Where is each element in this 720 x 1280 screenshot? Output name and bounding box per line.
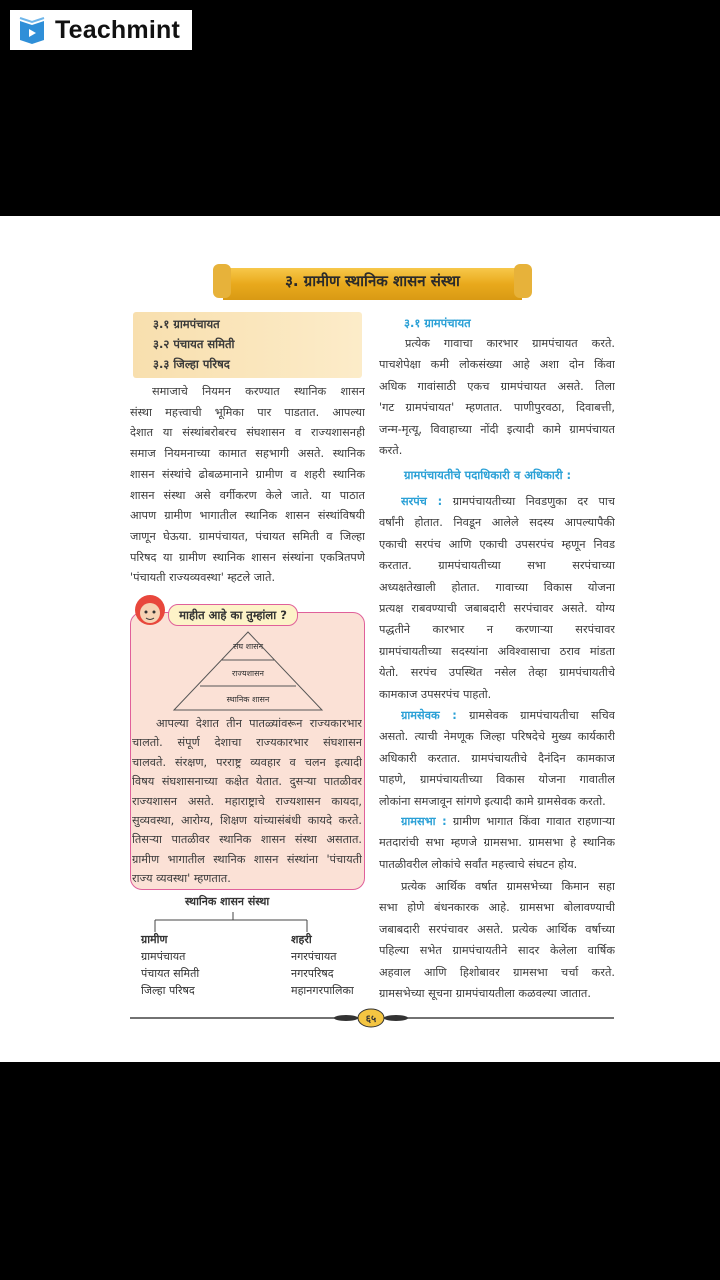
text-line: असतो. त्याची नेमणूक जिल्हा परिषदेचे मुख्य कार्यकारी — [379, 730, 615, 744]
text-line: अधिकारी करतात. ग्रामपंचायतीचे दैनंदिन कामकाज — [379, 751, 615, 765]
term-label: सरपंच : — [401, 495, 443, 508]
tree-urban-item: नगरपंचायत — [291, 950, 337, 963]
text-line — [401, 814, 615, 829]
section-heading: ३.१ ग्रामपंचायत — [404, 316, 471, 330]
text-line: संस्था महत्त्वाची भूमिका पार पाडतात. आपल्या — [130, 405, 365, 419]
text-line: जन्म-मृत्यू, विवाहाच्या नोंदी इत्यादी कामे ग्रामपंचायत — [379, 422, 615, 436]
government-pyramid — [170, 630, 326, 712]
text-line: शासन संस्थांचे ढोबळमानाने ग्रामीण व शहरी स्थानिक — [130, 467, 365, 481]
text-line: आपण ग्रामीण भागातील स्थानिक शासन संस्थांविषयी — [130, 509, 365, 523]
text-line: ग्रामीण भागातील स्थानिक शासन संस्थांना 'पंचायती — [132, 852, 362, 866]
text-line: 'पंचायती राज्यव्यवस्था' म्हटले जाते. — [130, 571, 276, 585]
text-line: पाचशेपेक्षा कमी लोकसंख्या आहे अशा दोन किंवा — [379, 358, 615, 372]
pyramid-level-local: स्थानिक शासन — [226, 695, 270, 704]
text-line: समाज नियमनाच्या कामात सहभागी असते. स्थानिक — [130, 447, 365, 461]
line-text: ग्रामीण भागात किंवा गावात राहणाऱ्या — [452, 815, 615, 828]
mascot-icon — [130, 592, 170, 628]
tree-urban-item: महानगरपालिका — [291, 984, 354, 997]
text-line — [401, 708, 615, 723]
text-line: विषय संघशासनाच्या कक्षेत येतात. दुसऱ्या पातळीवर — [132, 775, 362, 789]
toc-item: ३.३ जिल्हा परिषद — [153, 357, 230, 371]
tree-rural-title: ग्रामीण — [141, 933, 168, 946]
text-line: परिषद या ग्रामीण स्थानिक शासन संस्थांना एकत्रितपणे — [130, 550, 365, 564]
tree-root: स्थानिक शासन संस्था — [185, 895, 270, 908]
text-line: देशात या संस्थांबरोबरच संघशासन व राज्यशासनही — [130, 426, 365, 440]
text-line: जाणून घेऊया. ग्रामपंचायत, पंचायत समिती व जिल्हा — [130, 529, 365, 543]
text-line: ग्रामसभेच्या सूचना ग्रामपंचायतीला कळवल्या जातात. — [379, 987, 591, 1000]
text-line: चालतो. संपूर्ण देशाचा राज्यकारभार संघशासन — [132, 736, 362, 750]
text-line: ग्रामपंचायतीच्या सदस्यांना अविश्वासाचा ठराव मांडता — [379, 644, 615, 658]
line-text: ग्रामसेवक ग्रामपंचायतीचा सचिव — [469, 709, 615, 722]
tree-urban-item: नगरपरिषद — [291, 967, 334, 980]
text-line: पद्धतीने कारभार न करणाऱ्या सरपंचावर — [379, 623, 615, 637]
text-line: पातळीवरील लोकांचे सर्वांत महत्त्वाचे संघटन होय. — [379, 857, 578, 871]
text-line: करतात. ग्रामपंचायतीच्या सभा सरपंचाच्या — [379, 559, 615, 573]
text-line: 'गट ग्रामपंचायत' म्हणतात. पाणीपुरवठा, दिवाबत्ती, — [379, 401, 615, 415]
tree-rural-item: ग्रामपंचायत — [141, 950, 186, 963]
term-label: ग्रामसभा : — [401, 815, 447, 828]
tree-rural-item: जिल्हा परिषद — [141, 984, 195, 997]
text-line: तिसऱ्या पातळीवर स्थानिक शासन संस्था असतात. — [132, 833, 362, 847]
text-line: पहिल्या सभेत ग्रामपंचायतीने सादर केलेला वार्षिक — [379, 944, 615, 958]
textbook-page — [0, 216, 720, 1062]
text-line: प्रत्येक आर्थिक वर्षात ग्रामसभेच्या किमान सहा — [401, 880, 615, 893]
text-line: लोकांना समजावून सांगणे इत्यादी कामे ग्रामसेवक करतो. — [379, 794, 606, 808]
term-label: ग्रामसेवक : — [401, 709, 457, 722]
text-line: करते. — [379, 444, 403, 457]
page-number: ६५ — [365, 1014, 377, 1025]
text-line: एकाची सरपंच आणि एकाची उपसरपंच म्हणून निवड — [379, 537, 615, 551]
text-line: अध्यक्षतेखाली होतात. गावाच्या विकास योजना — [379, 580, 615, 594]
tree-connectors — [135, 910, 365, 940]
local-government-tree — [135, 894, 365, 1004]
teachmint-logo — [10, 10, 192, 50]
text-line: कामकाज उपसरपंच पाहतो. — [379, 687, 492, 701]
tree-urban-title: शहरी — [291, 933, 312, 946]
officials-heading: ग्रामपंचायतीचे पदाधिकारी व अधिकारी : — [404, 468, 572, 482]
text-line: पाहणे, ग्रामपंचायतीच्या विकास योजना गावातील — [379, 773, 615, 787]
line-text: ग्रामपंचायतीच्या निवडणुका दर पाच — [452, 495, 615, 508]
book-play-icon — [17, 15, 47, 45]
text-line: चालवते. संरक्षण, परराष्ट्र व्यवहार व चलन इत्यादी — [132, 755, 362, 769]
text-line — [401, 494, 615, 509]
text-line: राज्यशासन असते. महाराष्ट्राचे राज्यशासन कायदा, — [132, 794, 362, 808]
text-line: सभा होणे बंधनकारक आहे. ग्रामसभा बोलावण्याची — [379, 901, 615, 915]
toc-item: ३.१ ग्रामपंचायत — [153, 317, 220, 331]
text-line: मतदारांची सभा म्हणजे ग्रामसभा. ग्रामसभा हे स्थानिक — [379, 836, 615, 850]
brand-name: Teachmint — [55, 15, 180, 44]
info-box-heading: माहीत आहे का तुम्हांला ? — [168, 604, 298, 626]
text-line: आपल्या देशात तीन पातळ्यांवरून राज्यकारभार — [156, 717, 362, 730]
toc-item: ३.२ पंचायत समिती — [153, 337, 235, 351]
pyramid-level-state: राज्यशासन — [232, 669, 264, 678]
page-footer — [130, 1008, 614, 1028]
text-line: अहवाल आणि हिशोबावर ग्रामसभा चर्चा करते. — [379, 965, 615, 979]
text-line: शासन संस्था असे वर्गीकरण केले जाते. या पाठात — [130, 488, 365, 502]
text-line: प्रत्येक गावाचा कारभार ग्रामपंचायत करते. — [405, 337, 615, 350]
text-line: वर्षांनी होतात. निवडून आलेले सदस्य आपल्यापैकी — [379, 516, 615, 530]
text-line: राज्य व्यवस्था' म्हणतात. — [132, 872, 231, 886]
table-of-contents — [133, 312, 362, 378]
text-line: सुव्यवस्था, आरोग्य, शिक्षण यांच्यासंबंधी कायदे करते. — [132, 814, 362, 827]
text-line: प्रत्यक्ष राबवण्याची जबाबदारी सरपंचावर असते. योग्य — [379, 602, 615, 615]
text-line: अधिक गावांसाठी एकच ग्रामपंचायत असते. तिला — [379, 379, 615, 393]
text-line: समाजाचे नियमन करण्यात स्थानिक शासन — [152, 385, 365, 398]
pyramid-level-union: संघ शासन — [232, 642, 264, 651]
text-line: जबाबदारी सरपंचावर असते. प्रत्येक आर्थिक वर्षाच्या — [379, 922, 615, 936]
tree-rural-item: पंचायत समिती — [141, 967, 200, 980]
chapter-title: ३. ग्रामीण स्थानिक शासन संस्था — [285, 272, 460, 290]
text-line: येतो. सरपंच उपस्थित नसेल तेव्हा ग्रामपंचायतीचे — [379, 666, 615, 680]
chapter-banner — [213, 262, 532, 302]
